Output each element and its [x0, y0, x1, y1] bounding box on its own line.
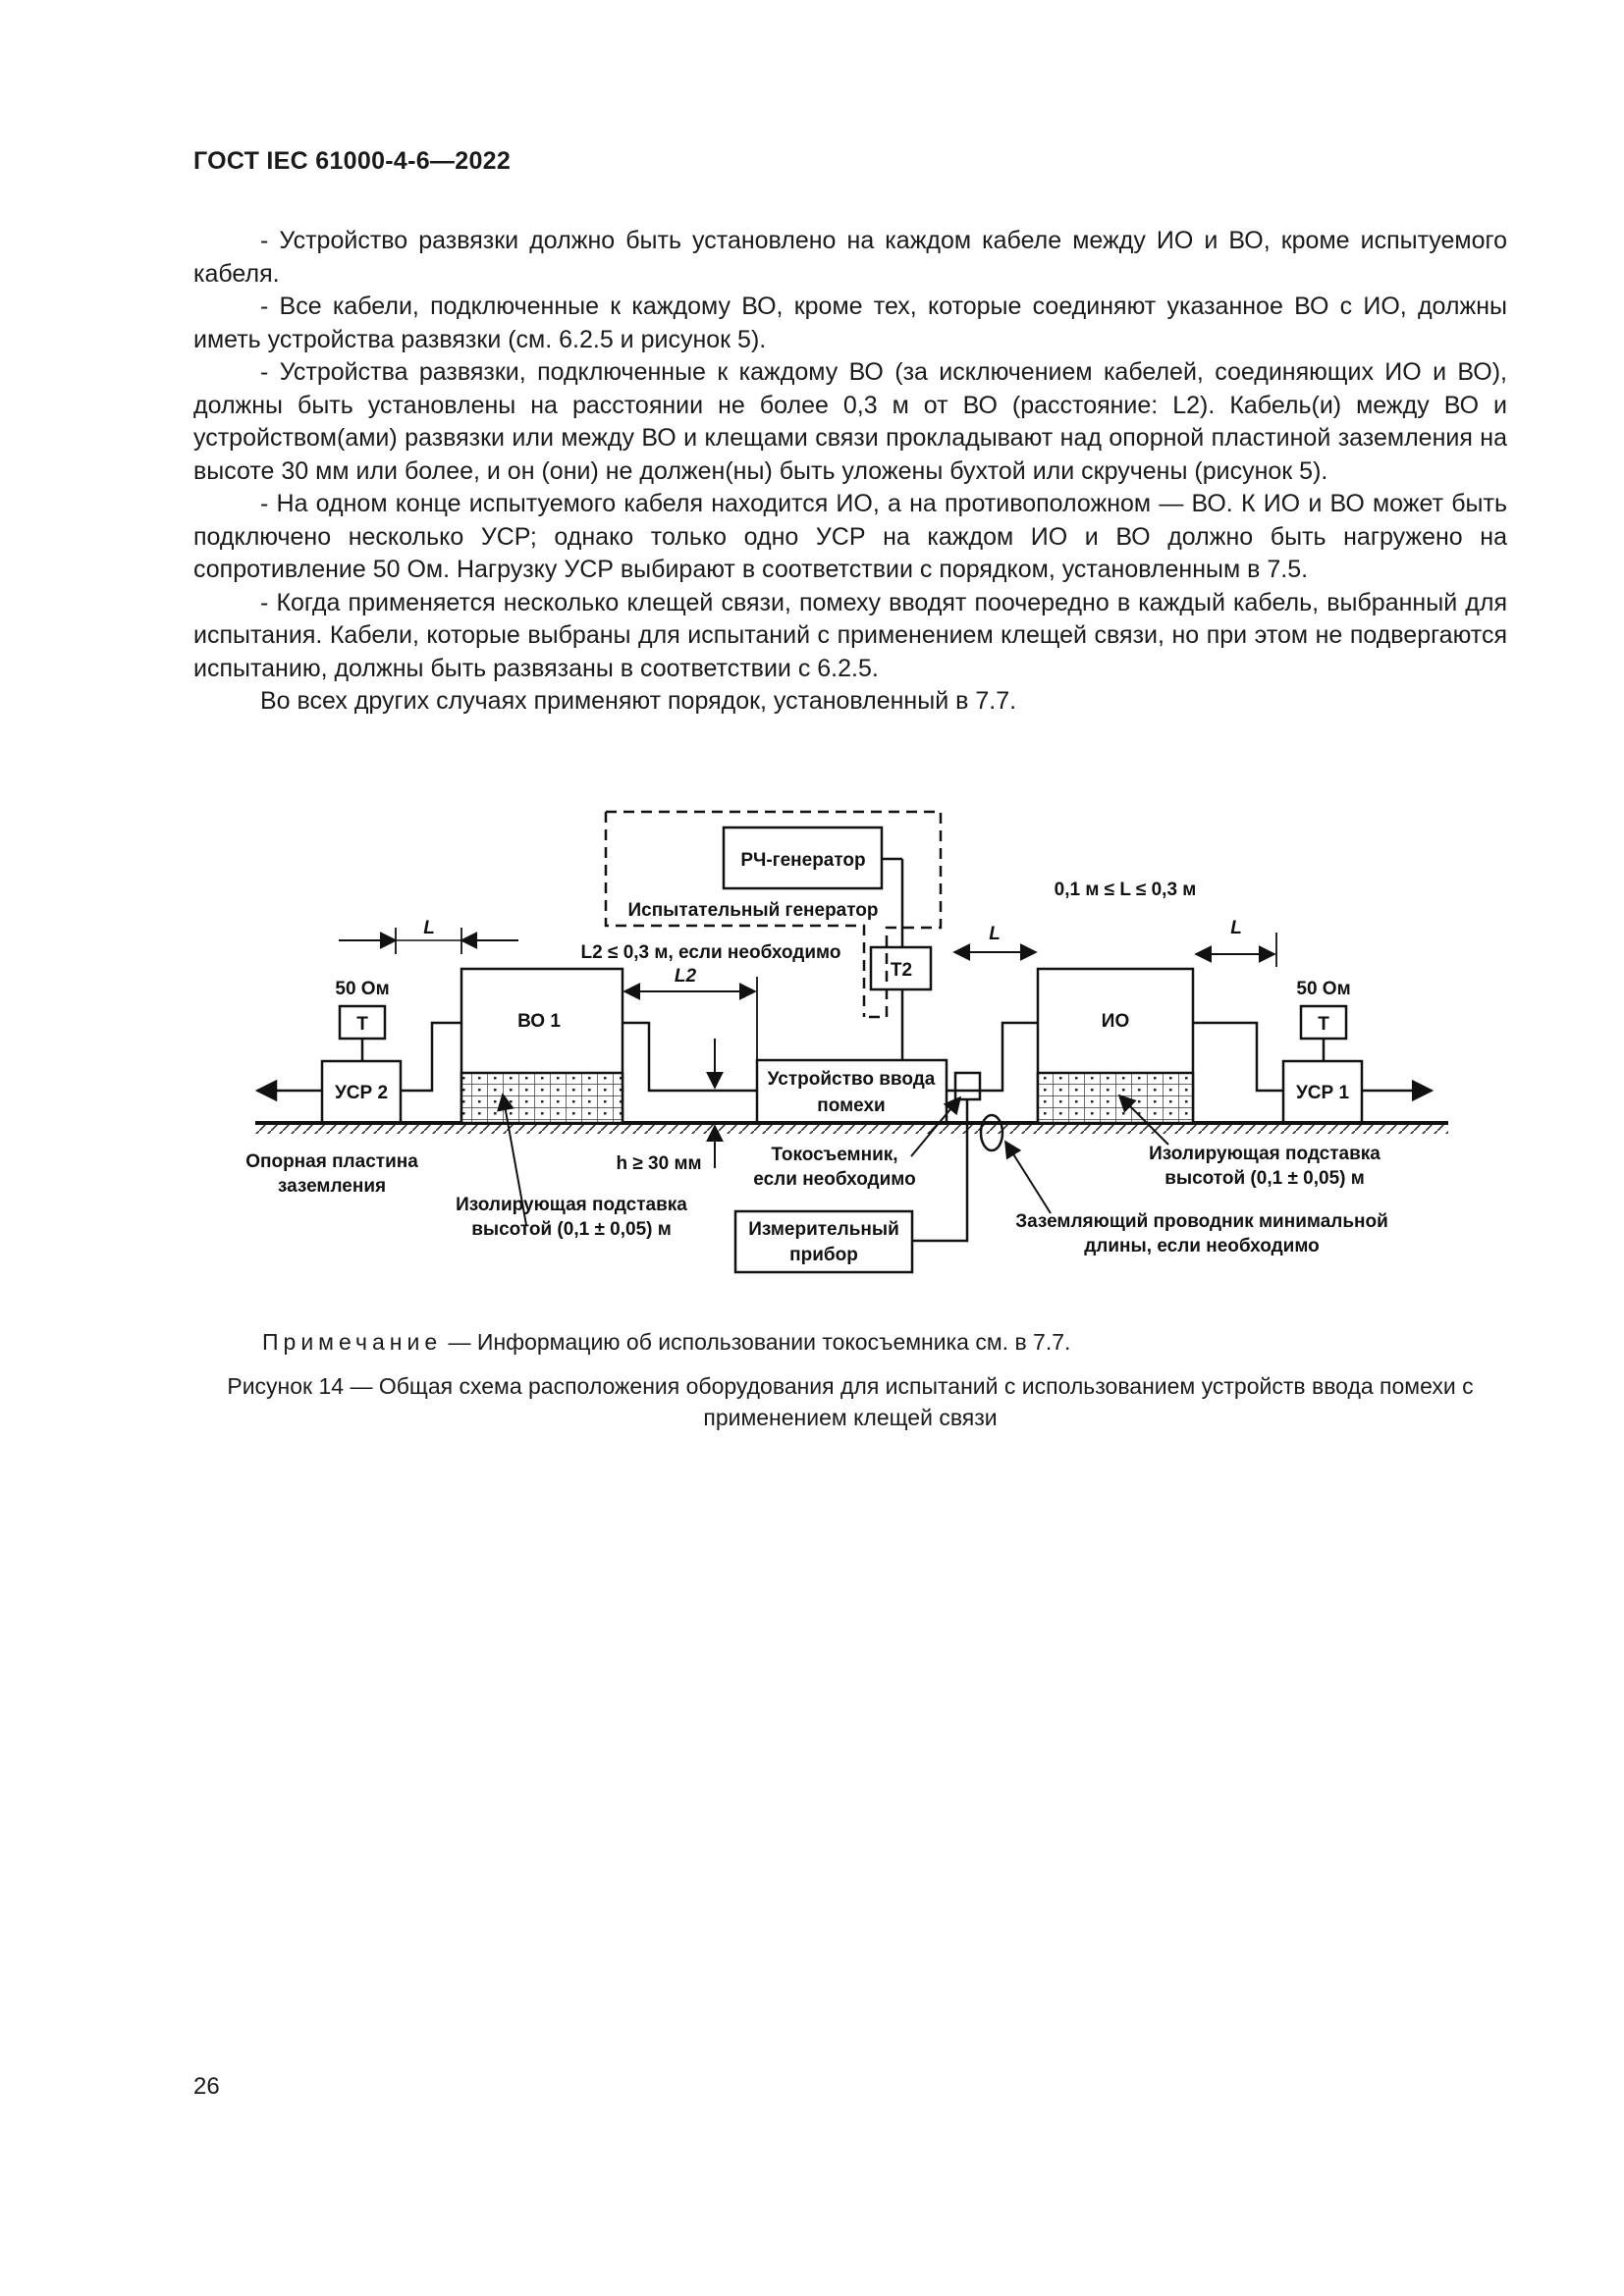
eut-label: ИО — [1101, 1011, 1130, 1032]
note-text: — Информацию об использовании токосъемника см. в 7.7. — [442, 1329, 1071, 1355]
support-left-label-2: высотой (0,1 ± 0,05) м — [471, 1219, 672, 1240]
test-generator-label: Испытательный генератор — [627, 900, 879, 921]
ground-wire-label: Заземляющий проводник минимальной — [1015, 1211, 1388, 1232]
l-mid-label: L — [989, 924, 1001, 944]
paragraph: Во всех других случаях применяют порядок, установленный в 7.7. — [260, 687, 1017, 715]
paragraph: - Устройство развязки должно быть установлено на каждом кабеле между ИО и ВО, кроме испытуемого кабеля. — [193, 227, 1507, 288]
body-text — [193, 225, 1507, 719]
figure-caption: Рисунок 14 — Общая схема расположения оборудования для испытаний с использованием устройств ввода помехи с применением клещей связи — [227, 1373, 1474, 1430]
page-number: 26 — [193, 2073, 220, 2100]
ae1-support — [461, 1073, 623, 1123]
injection-device-label-2: помехи — [817, 1095, 886, 1116]
note-label: Примечание — [262, 1329, 443, 1355]
ohm-right-label: 50 Ом — [1296, 979, 1351, 999]
t-left-label: Т — [356, 1014, 368, 1035]
meter-label: Измерительный — [748, 1219, 899, 1240]
support-right-label: Изолирующая подставка — [1149, 1144, 1380, 1164]
paragraph: - Когда применяется несколько клещей связи, помеху вводят поочередно в каждый кабель, выбранный для испытания. Кабели, которые выбраны для испытаний с применением клещей связи, но при этом не подвергаются испытанию, должны быть развязаны в соответствии с 6.2.5. — [193, 588, 1507, 682]
distance-range-label: 0,1 м ≤ L ≤ 0,3 м — [1054, 880, 1197, 900]
l2-label: L2 — [674, 966, 697, 987]
ground-plane-label: Опорная пластина — [245, 1151, 418, 1172]
test-setup-diagram — [0, 800, 1624, 1291]
ground-plane-label-2: заземления — [277, 1176, 387, 1197]
current-probe-label: Токосъемник, — [771, 1145, 898, 1165]
ohm-left-label: 50 Ом — [335, 979, 390, 999]
t-right-label: Т — [1318, 1014, 1329, 1035]
l-left-label: L — [423, 918, 435, 938]
eut-support — [1038, 1073, 1193, 1123]
ground-hatch — [255, 1125, 1448, 1134]
ground-wire-label-2: длины, если необходимо — [1084, 1236, 1320, 1256]
support-right-label-2: высотой (0,1 ± 0,05) м — [1164, 1168, 1365, 1189]
height-label: h ≥ 30 мм — [616, 1153, 702, 1174]
current-probe-label-2: если необходимо — [753, 1169, 916, 1190]
cdn1-label: УСР 1 — [1295, 1083, 1350, 1103]
l-right-label: L — [1230, 918, 1242, 938]
document-header: ГОСТ IEC 61000-4-6—2022 — [193, 147, 512, 175]
t2-label: Т2 — [890, 960, 913, 981]
injection-device-label: Устройство ввода — [767, 1069, 936, 1090]
cdn2-label: УСР 2 — [334, 1083, 389, 1103]
figure-note — [262, 1329, 1070, 1356]
paragraph: - Устройства развязки, подключенные к каждому ВО (за исключением кабелей, соединяющих ИО и ВО), должны быть установлены на расстоянии не более 0,3 м от ВО (расстояние: L2). Кабель(и) между ВО и устройством(ами) развязки или между ВО и клещами связи прокладывают над опорной пластиной заземления на высоте 30 мм или более, и он (они) не должен(ны) быть уложены бухтой или скручены (рисунок 5). — [193, 358, 1507, 485]
ae1-label: ВО 1 — [517, 1011, 561, 1032]
support-left-label: Изолирующая подставка — [456, 1195, 687, 1215]
current-probe-box — [955, 1073, 980, 1099]
rf-generator-label: РЧ-генератор — [740, 850, 866, 871]
paragraph: - На одном конце испытуемого кабеля находится ИО, а на противоположном — ВО. К ИО и ВО может быть подключено несколько УСР; однако только одно УСР на каждом ИО и ВО должно быть нагружено на сопротивление 50 Ом. Нагрузку УСР выбирают в соответствии с порядком, установленным в 7.5. — [193, 490, 1507, 583]
paragraph: - Все кабели, подключенные к каждому ВО, кроме тех, которые соединяют указанное ВО с ИО, должны иметь устройства развязки (см. 6.2.5 и рисунок 5). — [193, 293, 1507, 353]
l2-condition-label: L2 ≤ 0,3 м, если необходимо — [580, 942, 841, 963]
meter-label-2: прибор — [789, 1245, 858, 1265]
